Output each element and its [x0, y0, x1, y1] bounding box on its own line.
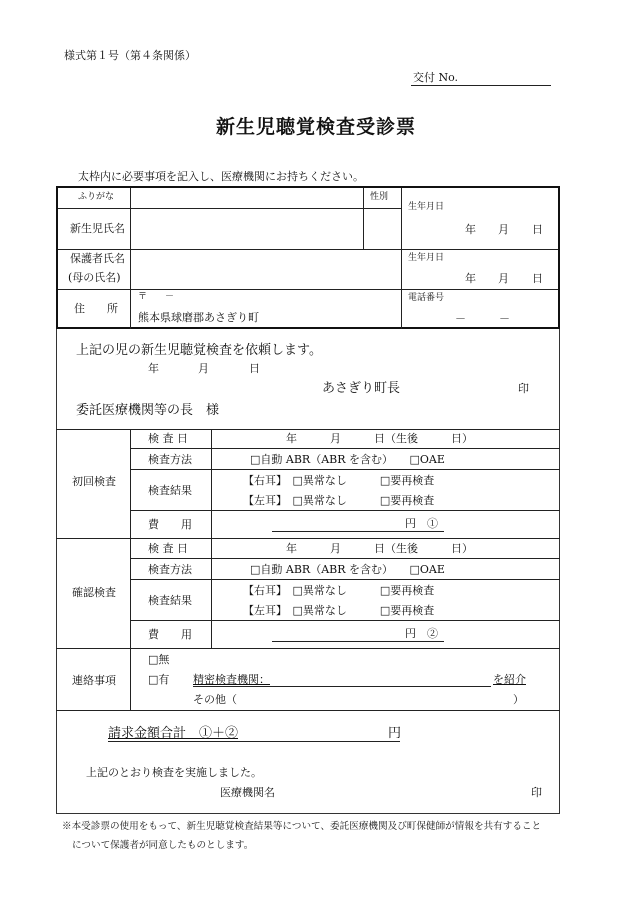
contact-none-checkbox[interactable]: □無: [148, 653, 170, 666]
other-close: ）: [513, 693, 524, 706]
birthdate-label: 生年月日: [408, 202, 445, 212]
newborn-name-field[interactable]: [131, 209, 362, 248]
confirm-exam-method-label: 検査方法: [148, 563, 192, 576]
first-exam-right-ear[interactable]: 【右耳】 □異常なし □要再検査: [243, 474, 435, 487]
first-exam-fee-label: 費 用: [148, 518, 192, 531]
address-label: 住 所: [74, 302, 118, 315]
total-amount-field[interactable]: [108, 741, 400, 742]
issue-number-label: 交付 No.: [413, 71, 459, 84]
first-exam-result-label: 検査結果: [148, 484, 192, 497]
first-exam-date-label: 検 査 日: [148, 432, 188, 445]
confirm-exam-date-label: 検 査 日: [148, 542, 188, 555]
address-value: 熊本県球磨郡あさぎり町: [138, 311, 259, 324]
first-exam-fee-field[interactable]: [272, 531, 444, 532]
first-exam-date-field[interactable]: 年 月 日（生後 日）: [286, 432, 473, 445]
mayor-name: あさぎり町長: [322, 381, 401, 396]
footnote-line-1: ※本受診票の使用をもって、新生児聴覚検査結果等について、委託医療機関及び町保健師が情報を共有すること: [62, 821, 542, 832]
issue-number-field[interactable]: [411, 85, 551, 86]
guardian-month-label: 月: [498, 272, 509, 285]
guardian-name-label: 保護者氏名: [70, 252, 125, 265]
phone-label: 電話番号: [408, 293, 445, 303]
birth-month-label: 月: [498, 223, 509, 236]
confirm-exam-fee-field[interactable]: [272, 641, 444, 642]
total-amount-label: 請求金額合計 ①＋②: [108, 726, 239, 741]
furigana-field[interactable]: [131, 189, 362, 207]
request-year: 年: [148, 362, 159, 375]
confirm-exam-fee-label: 費 用: [148, 628, 192, 641]
referral-institution-field[interactable]: [193, 686, 491, 687]
postal-code-mark: 〒 －: [138, 292, 175, 302]
furigana-label: ふりがな: [78, 192, 115, 202]
guardian-day-label: 日: [532, 272, 543, 285]
confirm-exam-section-label: 確認検査: [72, 586, 116, 599]
contact-section-label: 連絡事項: [72, 674, 116, 687]
form-number: 様式第１号（第４条関係）: [64, 49, 196, 62]
phone-field[interactable]: － －: [455, 312, 510, 325]
confirm-exam-fee-unit: 円 ②: [405, 627, 438, 640]
request-text: 上記の児の新生児聴覚検査を依頼します。: [76, 343, 322, 358]
mother-name-label: (母の氏名): [68, 271, 121, 284]
guardian-name-field[interactable]: [131, 250, 400, 288]
mayor-seal: 印: [518, 382, 529, 395]
first-exam-fee-unit: 円 ①: [405, 517, 438, 530]
request-month: 月: [198, 362, 209, 375]
confirm-exam-result-label: 検査結果: [148, 594, 192, 607]
addressee-text: 委託医療機関等の長 様: [76, 403, 220, 418]
first-exam-left-ear[interactable]: 【左耳】 □異常なし □要再検査: [243, 494, 435, 507]
confirm-exam-date-field[interactable]: 年 月 日（生後 日）: [286, 542, 473, 555]
instruction-text: 太枠内に必要事項を記入し、医療機関にお持ちください。: [78, 170, 364, 183]
first-exam-section-label: 初回検査: [72, 475, 116, 488]
first-exam-method-label: 検査方法: [148, 453, 192, 466]
contact-yes-checkbox[interactable]: □有: [148, 673, 170, 686]
confirm-exam-right-ear[interactable]: 【右耳】 □異常なし □要再検査: [243, 584, 435, 597]
facility-name-label: 医療機関名: [220, 786, 275, 799]
confirm-exam-left-ear[interactable]: 【左耳】 □異常なし □要再検査: [243, 604, 435, 617]
confirm-exam-method-options[interactable]: □自動 ABR（ABR を含む） □OAE: [250, 563, 445, 576]
other-label: その他（: [193, 693, 237, 706]
gender-label: 性別: [370, 192, 389, 202]
total-amount-unit: 円: [388, 726, 402, 741]
address-field[interactable]: [131, 290, 400, 328]
birth-day-label: 日: [532, 223, 543, 236]
other-field[interactable]: [240, 692, 510, 706]
referral-suffix: を紹介: [493, 673, 526, 686]
performed-text: 上記のとおり検査を実施しました。: [86, 766, 262, 779]
birth-year-label: 年: [465, 223, 476, 236]
facility-name-field[interactable]: [285, 783, 505, 799]
referral-institution-label: 精密検査機関：: [193, 673, 270, 686]
first-exam-method-options[interactable]: □自動 ABR（ABR を含む） □OAE: [250, 453, 445, 466]
footnote-line-2: について保護者が同意したものとします。: [72, 840, 254, 851]
guardian-birthdate-label: 生年月日: [408, 253, 445, 263]
page-title: 新生児聴覚検査受診票: [216, 116, 417, 138]
gender-field[interactable]: [364, 209, 400, 248]
newborn-name-label: 新生児氏名: [70, 222, 125, 235]
facility-seal: 印: [531, 786, 542, 799]
guardian-year-label: 年: [465, 272, 476, 285]
request-day: 日: [249, 362, 260, 375]
